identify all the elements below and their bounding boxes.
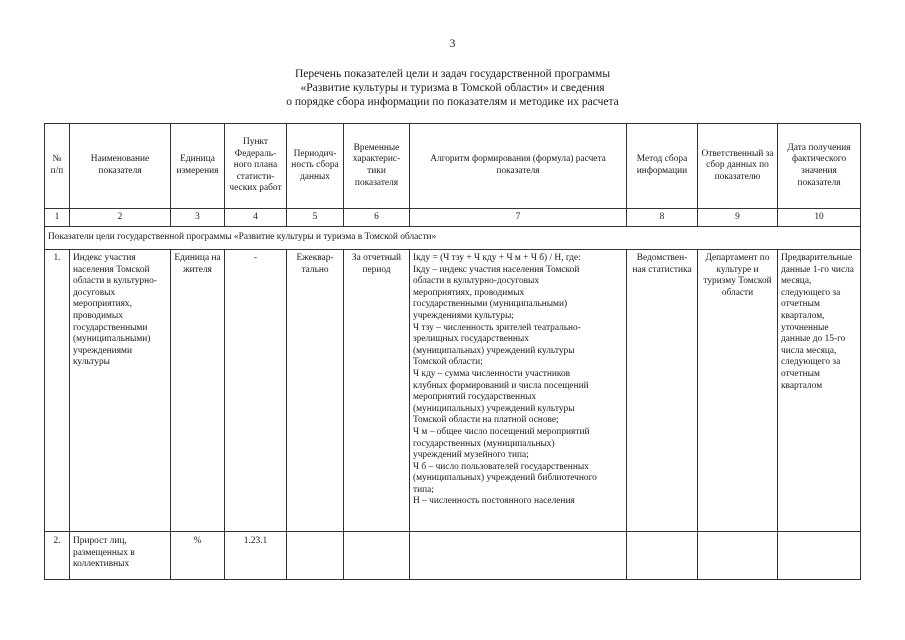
header-date: Дата получения фактического значения показателя xyxy=(778,124,861,209)
row-method xyxy=(627,532,698,580)
document-title xyxy=(0,67,905,109)
row-responsible: Департамент по культуре и туризму Томской области xyxy=(698,250,778,532)
row-num: 1. xyxy=(45,250,70,532)
algorithm-line: Ч б – число пользователей государственных xyxy=(413,461,589,472)
algorithm-line: зрелищных государственных xyxy=(413,334,529,345)
row-time-char xyxy=(344,532,410,580)
header-unit: Единица измерения xyxy=(171,124,225,209)
header-num: № п/п xyxy=(45,124,70,209)
row-name: Индекс участия населения Томской области в культурно-досуговых мероприятиях, проводимых государственными (муниципальными) учреждениями культуры xyxy=(70,250,171,532)
header-period: Периодич- ность сбора данных xyxy=(287,124,344,209)
column-number: 1 xyxy=(45,209,70,227)
row-unit: Единица на жителя xyxy=(171,250,225,532)
row-time-char: За отчетный период xyxy=(344,250,410,532)
algorithm-line: (муниципальных) учреждений культуры xyxy=(413,403,575,414)
row-period xyxy=(287,532,344,580)
algorithm-line: Н – численность постоянного населения xyxy=(413,496,575,507)
row-fed-plan: - xyxy=(225,250,287,532)
algorithm-line: Iкду = (Ч тзу + Ч кду + Ч м + Ч б) / Н, где: xyxy=(413,253,581,263)
header-fed-plan: Пункт Федераль- ного плана статисти- ческих работ xyxy=(225,124,287,209)
algorithm-line: Томской области; xyxy=(413,357,483,368)
table-row xyxy=(45,532,861,580)
algorithm-line: (муниципальных) учреждений библиотечного xyxy=(413,473,597,484)
header-responsible: Ответственный за сбор данных по показателю xyxy=(698,124,778,209)
title-line: Перечень показателей цели и задач государственной программы xyxy=(294,68,611,80)
algorithm-line: государственных (муниципальных) xyxy=(413,438,555,449)
header-time-char: Временные характерис- тики показателя xyxy=(344,124,410,209)
row-period: Ежеквар- тально xyxy=(287,250,344,532)
header-method: Метод сбора информации xyxy=(627,124,698,209)
algorithm-line: Томской области на платной основе; xyxy=(413,415,559,426)
algorithm-line: Ч тзу – численность зрителей театрально- xyxy=(413,322,581,333)
column-number: 2 xyxy=(70,209,171,227)
algorithm-line: учреждений музейного типа; xyxy=(413,450,529,461)
column-number: 8 xyxy=(627,209,698,227)
row-date: Предварительные данные 1-го числа месяца, следующего за отчетным кварталом, уточненные данные до 15-го числа месяца, следующего за отчетным кварталом xyxy=(778,250,861,532)
algorithm-line: области в культурно-досуговых xyxy=(413,276,540,287)
column-number-row xyxy=(45,209,861,227)
column-number: 7 xyxy=(410,209,627,227)
section-title: Показатели цели государственной программы «Развитие культуры и туризма в Томской области» xyxy=(45,227,861,250)
row-algorithm xyxy=(410,250,627,532)
row-responsible xyxy=(698,532,778,580)
algorithm-line: типа; xyxy=(413,484,434,495)
title-line: о порядке сбора информации по показателям и методике их расчета xyxy=(286,96,619,108)
row-unit: % xyxy=(171,532,225,580)
row-method: Ведомствен- ная статистика xyxy=(627,250,698,532)
column-number: 10 xyxy=(778,209,861,227)
row-algorithm xyxy=(410,532,627,580)
algorithm-line: Iкду – индекс участия населения Томской xyxy=(413,264,580,275)
algorithm-line: государственными (муниципальными) xyxy=(413,299,568,310)
indicators-table xyxy=(44,123,861,580)
header-name: Наименование показателя xyxy=(70,124,171,209)
algorithm-line: Ч кду – сумма численности участников xyxy=(413,368,571,379)
algorithm-line: мероприятий государственных xyxy=(413,392,537,403)
column-number: 5 xyxy=(287,209,344,227)
row-fed-plan: 1.23.1 xyxy=(225,532,287,580)
algorithm-line: мероприятиях, проводимых xyxy=(413,287,525,298)
row-num: 2. xyxy=(45,532,70,580)
page-number: 3 xyxy=(449,38,456,50)
title-line: «Развитие культуры и туризма в Томской области» и сведения xyxy=(300,82,605,94)
row-name: Прирост лиц, размещенных в коллективных xyxy=(70,532,171,580)
algorithm-line: Ч м – общее число посещений мероприятий xyxy=(413,426,590,437)
header-row xyxy=(45,124,861,209)
algorithm-line: (муниципальных) учреждений культуры xyxy=(413,345,575,356)
column-number: 6 xyxy=(344,209,410,227)
algorithm-line: клубных формирований и числа посещений xyxy=(413,380,589,391)
column-number: 3 xyxy=(171,209,225,227)
column-number: 9 xyxy=(698,209,778,227)
algorithm-line: учреждениями культуры; xyxy=(413,310,514,321)
section-row xyxy=(45,227,861,250)
table-row xyxy=(45,250,861,532)
header-algorithm: Алгоритм формирования (формула) расчета показателя xyxy=(410,124,627,209)
row-date xyxy=(778,532,861,580)
column-number: 4 xyxy=(225,209,287,227)
